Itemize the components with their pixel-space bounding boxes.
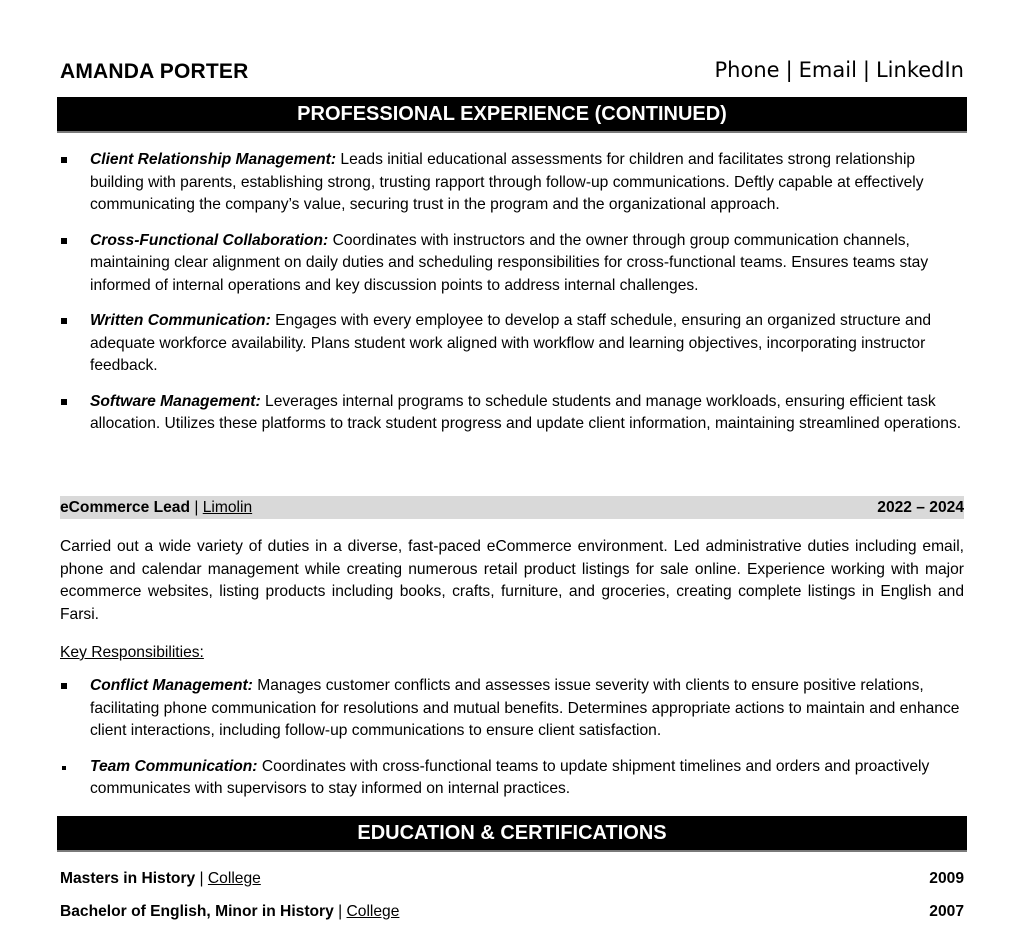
role-title-line bbox=[60, 496, 252, 519]
experience-bullet-list bbox=[60, 149, 964, 449]
degree-separator: | bbox=[195, 870, 208, 887]
role-separator: | bbox=[190, 499, 203, 516]
section-heading-experience: PROFESSIONAL EXPERIENCE (CONTINUED) bbox=[57, 97, 967, 133]
role-summary: Carried out a wide variety of duties in a diverse, fast-paced eCommerce environment. Led administrative duties including email, phone and calendar management while creating numerous retail product listings for sale online. Experience working with major ecommerce websites, listing products including books, crafts, furniture, and groceries, creating complete listings in English and Farsi. bbox=[60, 538, 964, 623]
square-bullet-icon bbox=[62, 766, 66, 770]
linkedin-label: LinkedIn bbox=[875, 58, 964, 82]
degree-name: Bachelor of English, Minor in History bbox=[60, 903, 334, 920]
bullet-text: Engages with every employee to develop a staff schedule, ensuring an organized structure and adequate workforce availability. Plans student work aligned with workflow and learning objectives, incorporating instructor feedback. bbox=[90, 312, 932, 374]
square-bullet-icon bbox=[61, 683, 67, 689]
school-name: College bbox=[346, 903, 400, 920]
bullet-lead: Software Management: bbox=[90, 392, 261, 410]
section-heading-education: EDUCATION & CERTIFICATIONS bbox=[57, 816, 967, 852]
bullet-lead: Written Communication: bbox=[90, 312, 271, 329]
contact-info bbox=[715, 58, 965, 82]
square-bullet-icon bbox=[61, 399, 67, 405]
list-item bbox=[60, 675, 964, 743]
bullet-text: Leverages internal programs to schedule students and manage workloads, ensuring efficient task allocation. Utilizes these platforms to track student progress and update client information, maintaining streamlined operations. bbox=[90, 392, 962, 432]
list-item bbox=[60, 391, 964, 436]
role-header bbox=[60, 496, 964, 519]
bullet-lead: Conflict Management: bbox=[90, 677, 253, 694]
contact-separator: | bbox=[862, 58, 870, 82]
email-label: Email bbox=[798, 58, 857, 82]
list-item bbox=[60, 149, 964, 217]
role-bullet-list bbox=[60, 675, 964, 814]
role-dates: 2022 – 2024 bbox=[877, 499, 964, 516]
degree-line bbox=[60, 900, 399, 924]
list-item bbox=[60, 230, 964, 298]
bullet-text: Coordinates with cross-functional teams to update shipment timelines and orders and proactively communicates with supervisors to stay informed on internal practices. bbox=[90, 757, 930, 797]
bullet-lead: Client Relationship Management: bbox=[90, 151, 337, 168]
degree-name: Masters in History bbox=[60, 870, 196, 887]
school-name: College bbox=[207, 870, 261, 887]
role-title: eCommerce Lead bbox=[60, 499, 191, 516]
bullet-lead: Cross-Functional Collaboration: bbox=[90, 231, 329, 249]
degree-separator: | bbox=[333, 903, 347, 920]
degree-year: 2009 bbox=[929, 870, 964, 887]
key-responsibilities-label: Key Responsibilities: bbox=[60, 644, 204, 661]
bullet-text: Coordinates with instructors and the owner through group communication channels, maintaining clear alignment on daily duties and scheduling responsibilities for cross-functional teams. Ensures teams stay informed of internal operations and key discussion points to address internal challenges. bbox=[90, 231, 929, 294]
list-item bbox=[60, 756, 964, 801]
contact-separator: | bbox=[785, 58, 793, 82]
bullet-text: Manages customer conflicts and assesses issue severity with clients to ensure positive relations, facilitating phone communication for resolutions and mutual benefits. Determines appropriate actions to maintain and enhance client interactions, including follow-up communications to ensure client satisfaction. bbox=[90, 677, 960, 739]
candidate-name: AMANDA PORTER bbox=[60, 60, 249, 83]
square-bullet-icon bbox=[61, 238, 67, 244]
bullet-text: Leads initial educational assessments for children and facilitates strong relationship building with parents, establishing strong, trusting rapport through follow-up communications. Deftly capable at effectively communicating the company’s value, securing trust in the program and the organizational approach. bbox=[90, 151, 924, 213]
phone-label: Phone bbox=[714, 58, 780, 82]
degree-year: 2007 bbox=[929, 903, 964, 920]
square-bullet-icon bbox=[61, 318, 67, 324]
education-entry bbox=[60, 867, 964, 891]
list-item bbox=[60, 310, 964, 378]
company-name: Limolin bbox=[202, 499, 253, 516]
education-entry bbox=[60, 900, 964, 924]
degree-line bbox=[60, 867, 261, 891]
resume-header bbox=[60, 58, 964, 92]
bullet-lead: Team Communication: bbox=[90, 757, 258, 775]
square-bullet-icon bbox=[61, 157, 67, 163]
